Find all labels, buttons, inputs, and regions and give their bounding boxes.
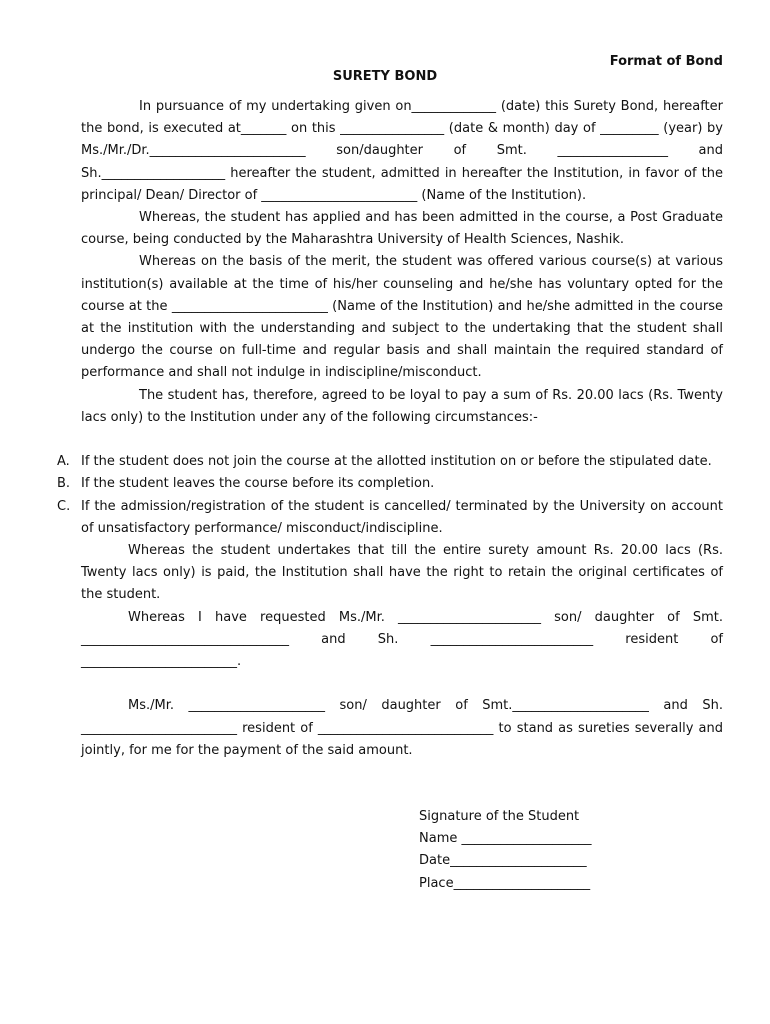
sureties-paragraph: Ms./Mr. _____________________ son/ daughter of Smt._____________________ and Sh. ________________________ resident of ___________________________ to stand as sureties severally and jointly, for me for the payment of the said amount. — [81, 698, 723, 758]
bond-body — [57, 96, 723, 762]
place-field: Place_____________________ — [419, 875, 591, 891]
signature-caption: Signature of the Student — [419, 809, 580, 824]
circumstance-item-c — [57, 496, 723, 540]
list-text: If the student does not join the course at the allotted institution on or before the stipulated date. — [81, 454, 712, 470]
merit-paragraph: Whereas on the basis of the merit, the student was offered various course(s) at various institution(s) available at the time of his/her counseling and he/she has voluntary opted for the course at the ________________________ (Name of the Institution) and he/she admitted in the course at the institution with the understanding and subject to the undertaking that the student shall undergo the course on full-time and regular basis and shall maintain the required standard of performance and shall not indulge in indiscipline/misconduct. — [81, 254, 723, 381]
date-field: Date_____________________ — [419, 853, 587, 869]
list-text: If the admission/registration of the student is cancelled/ terminated by the University on account of unsatisfactory performance/ misconduct/indiscipline. — [81, 498, 723, 536]
list-letter: A. — [57, 454, 70, 470]
agreement-paragraph: The student has, therefore, agreed to be loyal to pay a sum of Rs. 20.00 lacs (Rs. Twenty lacs only) to the Institution under any of the following circumstances:- — [81, 387, 723, 425]
spacer — [81, 429, 723, 451]
spacer — [81, 673, 723, 695]
request-paragraph: Whereas I have requested Ms./Mr. ______________________ son/ daughter of Smt. ________________________________ and Sh. _________________________ resident of ________________________. — [81, 609, 723, 670]
name-field: Name ____________________ — [419, 831, 592, 847]
undertaking-paragraph: In pursuance of my undertaking given on_____________ (date) this Surety Bond, hereafter the bond, is executed at_______ on this ________________ (date & month) day of _________ (year) by Ms./Mr./Dr.________________________ son/daughter of Smt. _________________ and Sh.___________________ hereafter the student, admitted in hereafter the Institution, in favor of the principal/ Dean/ Director of ________________________ (Name of the Institution). — [81, 99, 723, 203]
retention-paragraph: Whereas the student undertakes that till the entire surety amount Rs. 20.00 lacs (Rs. Twenty lacs only) is paid, the Institution shall have the right to retain the original certificates of the student. — [81, 543, 723, 603]
list-text: If the student leaves the course before its completion. — [81, 476, 435, 492]
circumstance-item-b — [57, 473, 723, 495]
admission-paragraph: Whereas, the student has applied and has been admitted in the course, a Post Graduate course, being conducted by the Maharashtra University of Health Sciences, Nashik. — [81, 210, 723, 248]
list-letter: C. — [57, 498, 71, 514]
format-of-bond-label: Format of Bond — [609, 54, 723, 69]
document-title: SURETY BOND — [332, 69, 438, 84]
circumstance-item-a — [57, 451, 723, 473]
signature-block — [419, 806, 592, 895]
list-letter: B. — [57, 476, 71, 492]
